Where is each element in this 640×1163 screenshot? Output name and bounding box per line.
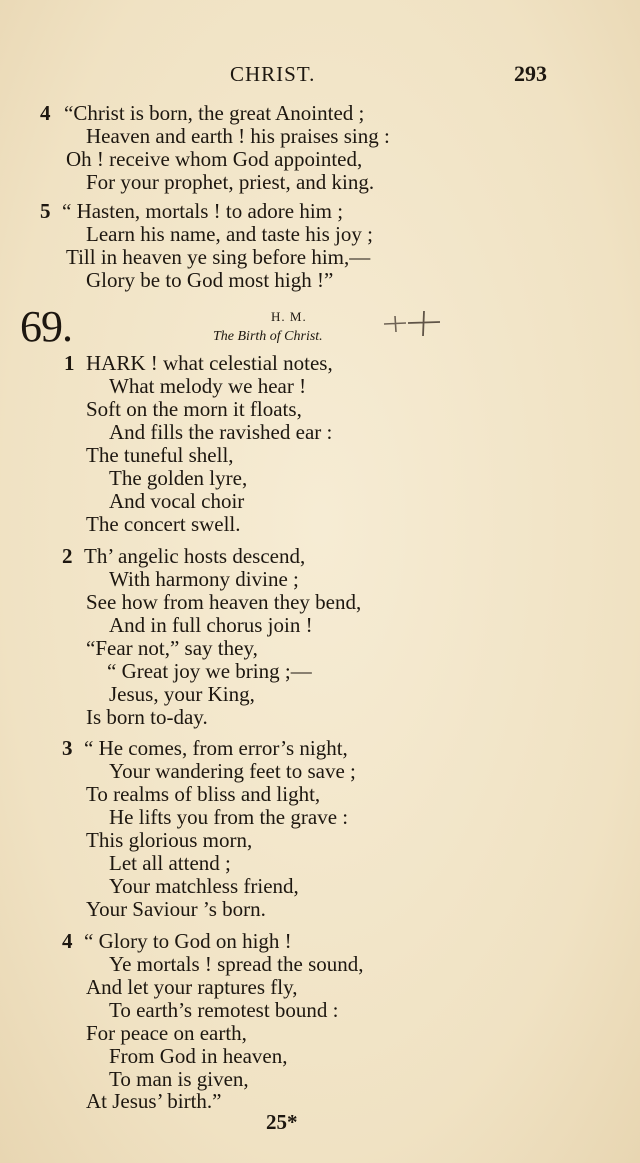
verse-number: 1 [64,351,75,375]
verse-line: This glorious morn, [86,828,253,852]
verse-line: Glory be to God most high !” [86,268,334,292]
verse-line: Th’ angelic hosts descend, [84,544,306,568]
verse-line: Heaven and earth ! his praises sing : [86,124,390,148]
verse-number: 4 [62,929,73,953]
verse-line: See how from heaven they bend, [86,590,362,614]
verse-line: Your Saviour ’s born. [86,897,266,921]
verse-line: And fills the ravished ear : [109,420,333,444]
verse-line: To realms of bliss and light, [86,782,321,806]
verse-line: At Jesus’ birth.” [86,1089,222,1113]
verse-line: “Fear not,” say they, [86,636,258,660]
pencil-cross-mark-icon [380,310,444,342]
verse-number: 5 [40,199,51,223]
verse-line: To earth’s remotest bound : [109,998,339,1022]
page-number: 293 [514,61,547,86]
verse-line: Your matchless friend, [109,874,299,898]
verse-line: And in full chorus join ! [109,613,313,637]
verse-line: Is born to-day. [86,705,208,729]
verse-line: And vocal choir [109,489,245,513]
verse-number: 3 [62,736,73,760]
verse-line: Jesus, your King, [109,682,255,706]
verse-line: The concert swell. [86,512,241,536]
verse-line: Soft on the morn it floats, [86,397,302,421]
verse-line: “Christ is born, the great Anointed ; [64,101,365,125]
verse-line: “ Hasten, mortals ! to adore him ; [62,199,344,223]
verse-line: “ Glory to God on high ! [84,929,292,953]
verse-line: For your prophet, priest, and king. [86,170,375,194]
hymn-meter: H. M. [271,309,307,324]
verse-line: Oh ! receive whom God appointed, [66,147,363,171]
verse-number: 4 [40,101,51,125]
verse-line: From God in heaven, [109,1044,288,1068]
verse-line: He lifts you from the grave : [109,805,349,829]
verse-line: Learn his name, and taste his joy ; [86,222,373,246]
hymn-subject: The Birth of Christ. [213,329,323,344]
running-title: CHRIST. [230,62,316,86]
signature-mark: 25* [266,1110,298,1134]
verse-line: Ye mortals ! spread the sound, [109,952,364,976]
hymn-number: 69. [20,302,72,351]
verse-line: “ Great joy we bring ;— [107,659,312,683]
verse-line: Let all attend ; [109,851,231,875]
verse-line: Your wandering feet to save ; [109,759,356,783]
verse-line: For peace on earth, [86,1021,247,1045]
verse-line: Till in heaven ye sing before him,— [66,245,371,269]
verse-line: “ He comes, from error’s night, [84,736,348,760]
verse-line: What melody we hear ! [109,374,307,398]
verse-line: HARK ! what celestial notes, [86,351,333,375]
verse-line: With harmony divine ; [109,567,299,591]
verse-line: The golden lyre, [109,466,248,490]
verse-line: To man is given, [109,1067,249,1091]
verse-line: The tuneful shell, [86,443,234,467]
verse-line: And let your raptures fly, [86,975,298,999]
verse-number: 2 [62,544,73,568]
